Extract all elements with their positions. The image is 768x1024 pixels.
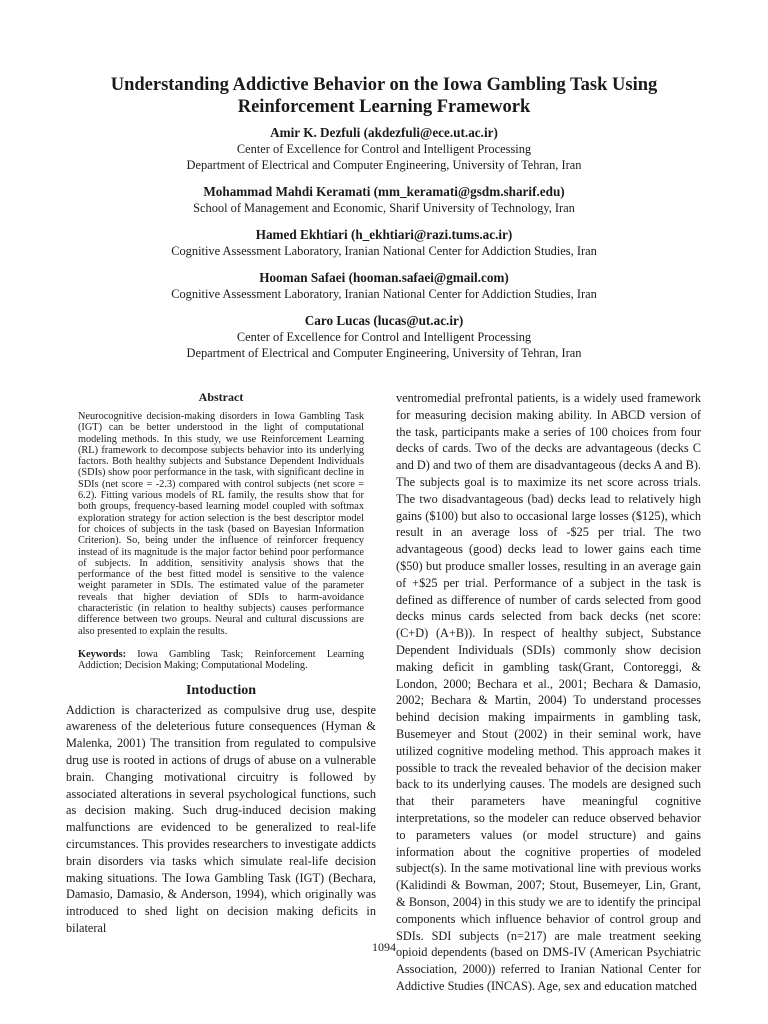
author-affiliation: Center of Excellence for Control and Intelligent Processing [236, 142, 532, 156]
abstract-heading: Abstract [198, 390, 244, 404]
author-affiliation: Department of Electrical and Computer Engineering, University of Tehran, Iran [186, 346, 582, 360]
left-column [66, 390, 376, 937]
keywords [78, 649, 364, 672]
right-column [396, 390, 701, 995]
author-name: Amir K. Dezfuli (akdezfuli@ece.ut.ac.ir) [270, 125, 498, 140]
author-affiliation: School of Management and Economic, Sharif University of Technology, Iran [193, 201, 575, 215]
section-heading-introduction: Intoduction [185, 682, 257, 698]
paper-title: Understanding Addictive Behavior on the Iowa Gambling Task Using Reinforcement Learning Framework [110, 75, 658, 117]
author-affiliation: Department of Electrical and Computer Engineering, University of Tehran, Iran [186, 158, 582, 172]
author-name: Hamed Ekhtiari (h_ekhtiari@razi.tums.ac.ir) [255, 227, 513, 242]
abstract-body: Neurocognitive decision-making disorders in Iowa Gambling Task (IGT) can be better understood in the light of computational modeling methods. In this study, we use Reinforcement Learning (RL) framework to decompose subjects behavior into its underlying factors. Both healthy subjects and Substance Dependent Individuals (SDIs) show poor performance in the task, with significant decline in SDIs (net score = -2.3) compared with control subjects (net score = 6.2). Fitting various models of RL family, the results show that for both groups, frequency-based learning model coupled with softmax exploration strategy for action selection is the best descriptor model for choices of subjects in the task (based on Bayesian Information Criterion). So, being under the influence of reinforcer frequency instead of its magnitude is the major factor behind poor performance of subjects. In addition, sensitivity analysis shows that the performance of the best fitted model is sensitive to the valence weight parameter in SDIs. The estimated value of the parameter reveals that higher deviation of SDIs to harm-avoidance characteristic (in relation to healthy subjects) causes performance difference between two groups. Neural and cultural discussions are also presented to explain the results. [78, 411, 364, 637]
author-name: Mohammad Mahdi Keramati (mm_keramati@gsdm.sharif.edu) [203, 184, 565, 199]
author-affiliation: Center of Excellence for Control and Intelligent Processing [236, 330, 532, 344]
introduction-body: Addiction is characterized as compulsive drug use, despite awareness of the deleterious future consequences (Hyman & Malenka, 2001) The transition from regulated to compulsive drug use is rooted in actions of drugs of abuse on a vulnerable brain. Changing motivational circuitry is followed by associated alterations in several psychological functions, such as decision making. Such drug-induced decision making malfunctions are evidenced to be generalized to real-life circumstances. This provides researchers to investigate addicts brain disorders via tasks which simulate real-life decision making situations. The Iowa Gambling Task (IGT) (Bechara, Damasio, Damasio, & Anderson, 1994), which originally was introduced to shed light on decision making deficits in bilateral [66, 702, 376, 935]
author-affiliation: Cognitive Assessment Laboratory, Iranian National Center for Addiction Studies, Iran [171, 287, 597, 301]
page-number: 1094 [372, 940, 396, 954]
author-entry [60, 124, 708, 173]
author-affiliation: Cognitive Assessment Laboratory, Iranian National Center for Addiction Studies, Iran [171, 244, 597, 258]
author-name: Caro Lucas (lucas@ut.ac.ir) [304, 313, 464, 328]
keywords-text: Iowa Gambling Task; Reinforcement Learning Addiction; Decision Making; Computational Modeling. [78, 648, 364, 672]
author-name: Hooman Safaei (hooman.safaei@gmail.com) [259, 270, 509, 285]
right-column-body: ventromedial prefrontal patients, is a widely used framework for measuring decision making ability. In ABCD version of the task, participants make a series of 100 choices from four decks of cards. Two of the decks are advantageous (decks C and D) and two of them are disadvantageous (decks A and B). The subjects goal is to maximize its net score across trials. The two disadvantageous (bad) decks lead to relatively high gains ($100) but also to occasional large losses ($125), which result in an average loss of -$25 per trial. The two advantageous (good) decks lead to lower gains each time ($50) but produce smaller losses, resulting in an average gain of +$25 per trial. Performance of a subject in the task is defined as difference of number of cards selected from good decks minus cards selected from back decks (net score: (C+D) (A+B)). In respect of healthy subject, Substance Dependent Individuals (SDIs) commonly show decision making deficit in gambling task(Grant, Contoreggi, & London, 2000; Bechara et al., 2001; Bechara & Damasio, 2002; Bechara & Martin, 2004) To understand processes behind decision making impairments in gambling task, Busemeyer and Stout (2002) in their seminal work, have utilized cognitive modeling method. This approach makes it possible to track the revealed behavior of the decision maker back to its underlying causes. The models are designed such that their parameters have meaningful cognitive interpretations, so the modeler can reduce observed behavior to parameters values (or model structure) and gains information about the cognitive properties of modeled subject(s). In the same motivational line with previous works (Kalidindi & Bowman, 2007; Stout, Busemeyer, Lin, Grant, & Bonson, 2004) in this study we are to identify the principal components which influence behavior of control group and SDIs. SDI subjects (n=217) are male treatment seeking opioid dependents (based on DMS-IV (American Psychiatric Association, 2000)) referred to Iranian National Center for Addictive Studies (INCAS). Age, sex and education matched [396, 391, 701, 993]
author-entry [60, 183, 708, 216]
keywords-label: Keywords: [78, 648, 127, 660]
author-block [60, 124, 708, 371]
author-entry [60, 226, 708, 259]
author-entry [60, 269, 708, 302]
author-entry [60, 312, 708, 361]
